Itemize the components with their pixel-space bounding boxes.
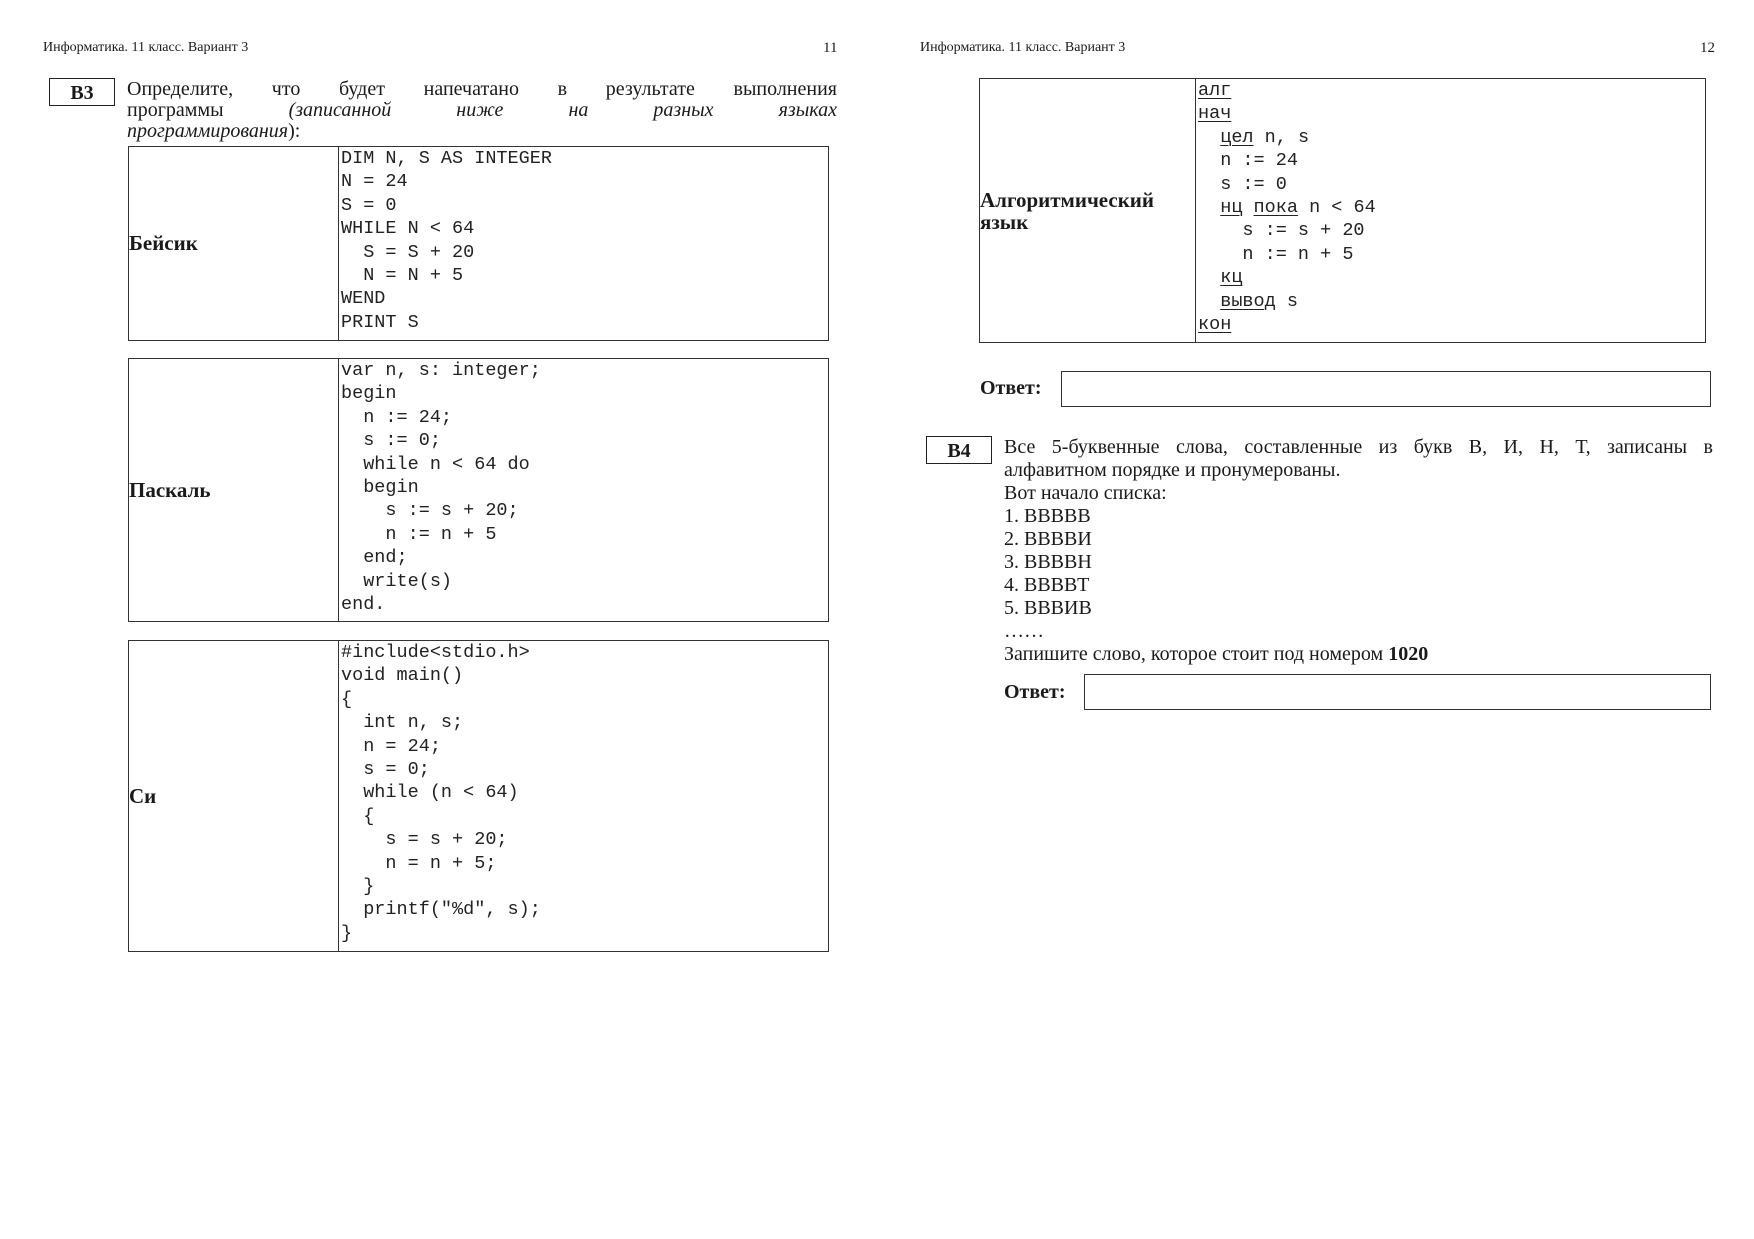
keyword-kc: кц bbox=[1220, 267, 1243, 289]
question-text: Запишите слово, которое стоит под номером bbox=[1004, 643, 1389, 665]
b4-answer-label: Ответ: bbox=[1004, 681, 1066, 703]
code-algorithmic bbox=[1198, 79, 1705, 336]
code-line: n := n + 5 bbox=[1198, 243, 1354, 265]
intro-word: ниже bbox=[456, 99, 504, 121]
list-item: 4. ВВВВТ bbox=[1004, 574, 1090, 596]
keyword-nc: нц bbox=[1220, 197, 1243, 219]
task-b3-badge: B3 bbox=[49, 78, 115, 106]
left-page-number: 11 bbox=[823, 40, 838, 56]
task-b3-intro-line3 bbox=[127, 121, 837, 142]
code-line: s := 0 bbox=[1198, 173, 1287, 195]
left-page-header: Информатика. 11 класс. Вариант 3 bbox=[43, 40, 249, 55]
keyword-poka: пока bbox=[1253, 197, 1298, 219]
code-text: s bbox=[1275, 290, 1298, 312]
question-number: 1020 bbox=[1388, 643, 1429, 665]
right-page-number: 12 bbox=[1700, 40, 1715, 56]
language-label-basic: Бейсик bbox=[129, 147, 339, 341]
program-table-basic bbox=[128, 146, 829, 341]
code-cell-pascal bbox=[339, 359, 829, 622]
code-text: n, s bbox=[1253, 126, 1310, 148]
task-b3-intro-line2 bbox=[127, 100, 837, 121]
task-b4-line2: алфавитном порядке и пронумерованы. bbox=[1004, 459, 1341, 481]
intro-word: программирования bbox=[127, 120, 289, 142]
code-cell-c bbox=[339, 641, 829, 952]
list-item: 3. ВВВВН bbox=[1004, 551, 1092, 573]
task-b3-intro-line1: Определите, что будет напечатано в результате выполнения bbox=[127, 78, 837, 100]
code-basic: DIM N, S AS INTEGER N = 24 S = 0 WHILE N < 64 S = S + 20 N = N + 5 WEND PRINT S bbox=[341, 148, 552, 333]
task-b4-line1: Все 5-буквенные слова, составленные из букв В, И, Н, Т, записаны в bbox=[1004, 436, 1713, 458]
list-item: 2. ВВВВИ bbox=[1004, 528, 1092, 550]
code-pascal: var n, s: integer; begin n := 24; s := 0; while n < 64 do begin s := s + 20; n := n + 5 end; write(s) end. bbox=[341, 360, 541, 616]
list-item: 5. ВВВИВ bbox=[1004, 597, 1092, 619]
list-item: 1. ВВВВВ bbox=[1004, 505, 1091, 527]
code-c: #include<stdio.h> void main() { int n, s; n = 24; s = 0; while (n < 64) { s = s + 20; n = n + 5; } printf("%d", s); } bbox=[341, 642, 541, 944]
intro-word: (записанной bbox=[288, 99, 392, 121]
task-b4-line3: Вот начало списка: bbox=[1004, 482, 1167, 504]
program-table-pascal bbox=[128, 358, 829, 622]
task-b4-badge: B4 bbox=[926, 436, 992, 464]
program-table-algorithmic bbox=[979, 78, 1706, 343]
intro-word: программы bbox=[127, 99, 224, 121]
code-text: n < 64 bbox=[1297, 197, 1376, 219]
intro-word: языках bbox=[778, 99, 837, 121]
code-line: s := s + 20 bbox=[1198, 220, 1365, 242]
keyword-vyvod: вывод bbox=[1220, 290, 1276, 312]
language-label-c: Си bbox=[129, 641, 339, 952]
right-page-header: Информатика. 11 класс. Вариант 3 bbox=[920, 40, 1126, 55]
b4-answer-input[interactable] bbox=[1084, 674, 1711, 710]
intro-punct: ): bbox=[288, 120, 301, 142]
keyword-alg: алг bbox=[1198, 80, 1232, 101]
task-b4-text bbox=[1004, 436, 1713, 666]
intro-word: разных bbox=[653, 99, 714, 121]
task-b3-intro bbox=[127, 79, 837, 142]
b3-answer-label: Ответ: bbox=[980, 377, 1042, 399]
code-cell-algorithmic bbox=[1196, 79, 1706, 343]
code-cell-basic bbox=[339, 147, 829, 341]
intro-word: на bbox=[568, 99, 589, 121]
language-label-algorithmic bbox=[980, 79, 1196, 343]
code-line: n := 24 bbox=[1198, 150, 1298, 172]
program-table-c bbox=[128, 640, 829, 952]
keyword-nach: нач bbox=[1198, 103, 1232, 125]
keyword-cel: цел bbox=[1220, 126, 1254, 148]
task-b4-question bbox=[1004, 643, 1713, 666]
language-label-line: язык bbox=[980, 209, 1029, 234]
list-ellipsis: …… bbox=[1004, 620, 1044, 642]
language-label-line: Алгоритмический bbox=[980, 187, 1154, 212]
b3-answer-input[interactable] bbox=[1061, 371, 1711, 407]
language-label-pascal: Паскаль bbox=[129, 359, 339, 622]
keyword-kon: кон bbox=[1198, 314, 1232, 336]
